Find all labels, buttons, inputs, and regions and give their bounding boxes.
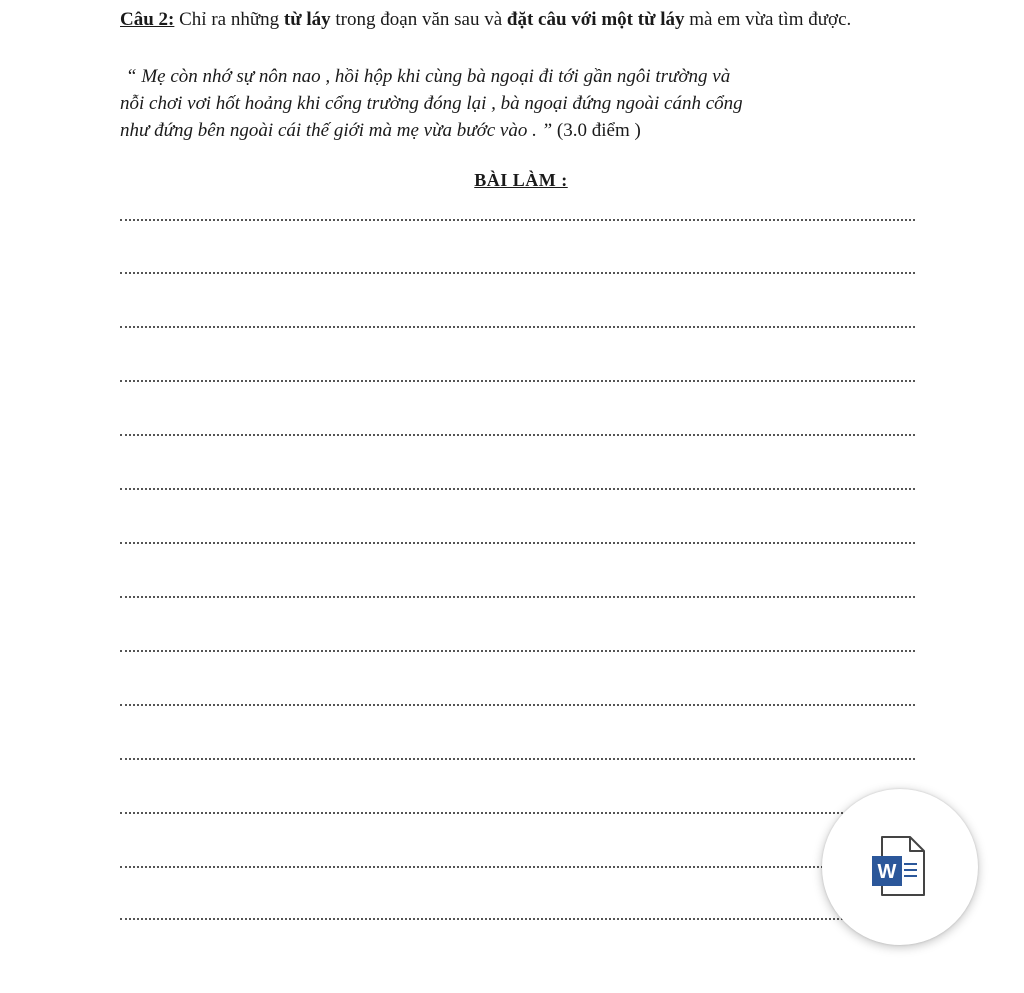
answer-line[interactable] [120,272,915,274]
quote-text-2: nỗi chơi vơi hốt hoảng khi cổng trường đóng lại , bà ngoại đứng ngoài cánh cổng [120,93,743,114]
answer-line[interactable] [120,219,915,221]
word-document-button[interactable] [822,789,978,945]
answer-line[interactable] [120,380,915,382]
word-file-icon [866,833,934,901]
answer-line[interactable] [120,488,915,490]
prompt-keyword-task: đặt câu với một từ láy [506,9,685,30]
answer-line[interactable] [120,758,915,760]
answer-line[interactable] [120,542,915,544]
prompt-keyword-tu-lay: từ láy [283,9,331,30]
answer-line[interactable] [120,326,915,328]
prompt-text-2: trong đoạn văn sau và [330,9,507,30]
answer-line[interactable] [120,812,915,814]
answer-line[interactable] [120,650,915,652]
answer-line[interactable] [120,866,915,868]
question-number: Câu 2: [120,9,175,30]
word-letter: W [877,861,897,883]
answer-line[interactable] [120,918,915,920]
prompt-text-1: Chỉ ra những [174,9,284,30]
answer-line[interactable] [120,704,915,706]
quote-text-3: như đứng bên ngoài cái thế giới mà mẹ vừa bước vào . ” [120,120,553,141]
prompt-text-3: mà em vừa tìm được. [684,9,852,30]
answer-line[interactable] [120,596,915,598]
quote-text-1: “ Mẹ còn nhớ sự nôn nao , hồi hộp khi cùng bà ngoại đi tới gần ngôi trường và [126,66,731,87]
answer-heading: BÀI LÀM : [474,170,568,190]
answer-line[interactable] [120,434,915,436]
points-label: (3.0 điểm ) [552,120,641,141]
answer-area[interactable] [120,0,915,993]
